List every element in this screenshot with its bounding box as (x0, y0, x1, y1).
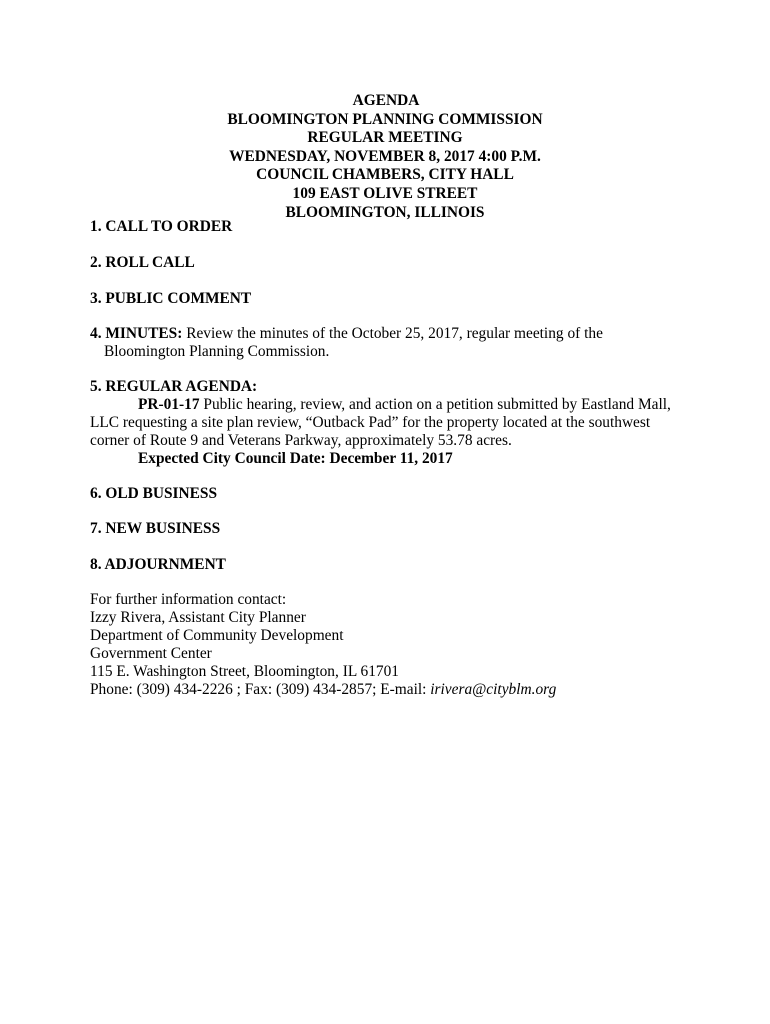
item-adjournment: 8. ADJOURNMENT (90, 556, 226, 573)
item-minutes (90, 325, 680, 361)
contact-phone-fax-text: Phone: (309) 434-2226 ; Fax: (309) 434-2857; E-mail: (90, 681, 431, 698)
minutes-label: 4. MINUTES: (90, 325, 183, 342)
header-city: BLOOMINGTON, ILLINOIS (285, 203, 485, 221)
minutes-text-line1: Review the minutes of the October 25, 2017, regular meeting of the (182, 325, 603, 342)
council-date: Expected City Council Date: December 11, 2017 (138, 450, 453, 467)
item-regular-agenda (90, 378, 680, 468)
item-new-business: 7. NEW BUSINESS (90, 520, 221, 537)
header-title: AGENDA (352, 92, 420, 109)
case-id: PR-01-17 (138, 396, 200, 413)
agenda-header (0, 92, 770, 222)
minutes-text-line2: Bloomington Planning Commission. (104, 343, 330, 360)
contact-phone-fax (90, 681, 680, 699)
item-call-to-order: 1. CALL TO ORDER (90, 218, 233, 235)
header-venue: COUNCIL CHAMBERS, CITY HALL (256, 166, 514, 184)
agenda-desc-line1: Public hearing, review, and action on a petition submitted by Eastland Mall, (199, 396, 671, 413)
header-meeting-type: REGULAR MEETING (307, 129, 463, 147)
header-commission: BLOOMINGTON PLANNING COMMISSION (227, 110, 543, 128)
contact-email-link[interactable]: irivera@cityblm.org (430, 681, 557, 698)
header-street: 109 EAST OLIVE STREET (292, 184, 478, 202)
header-date-time: WEDNESDAY, NOVEMBER 8, 2017 4:00 P.M. (229, 147, 541, 165)
contact-name: Izzy Rivera, Assistant City Planner (90, 609, 306, 626)
item-public-comment: 3. PUBLIC COMMENT (90, 290, 252, 307)
contact-address: 115 E. Washington Street, Bloomington, IL 61701 (90, 663, 399, 680)
agenda-desc-line2: LLC requesting a site plan review, “Outback Pad” for the property located at the southwest (90, 414, 651, 431)
contact-building: Government Center (90, 645, 212, 662)
item-old-business: 6. OLD BUSINESS (90, 485, 218, 502)
contact-department: Department of Community Development (90, 627, 344, 644)
regular-agenda-label: 5. REGULAR AGENDA: (90, 378, 258, 395)
contact-intro: For further information contact: (90, 591, 287, 608)
agenda-desc-line3: corner of Route 9 and Veterans Parkway, approximately 53.78 acres. (90, 432, 512, 449)
contact-block (90, 591, 680, 699)
item-roll-call: 2. ROLL CALL (90, 254, 195, 271)
